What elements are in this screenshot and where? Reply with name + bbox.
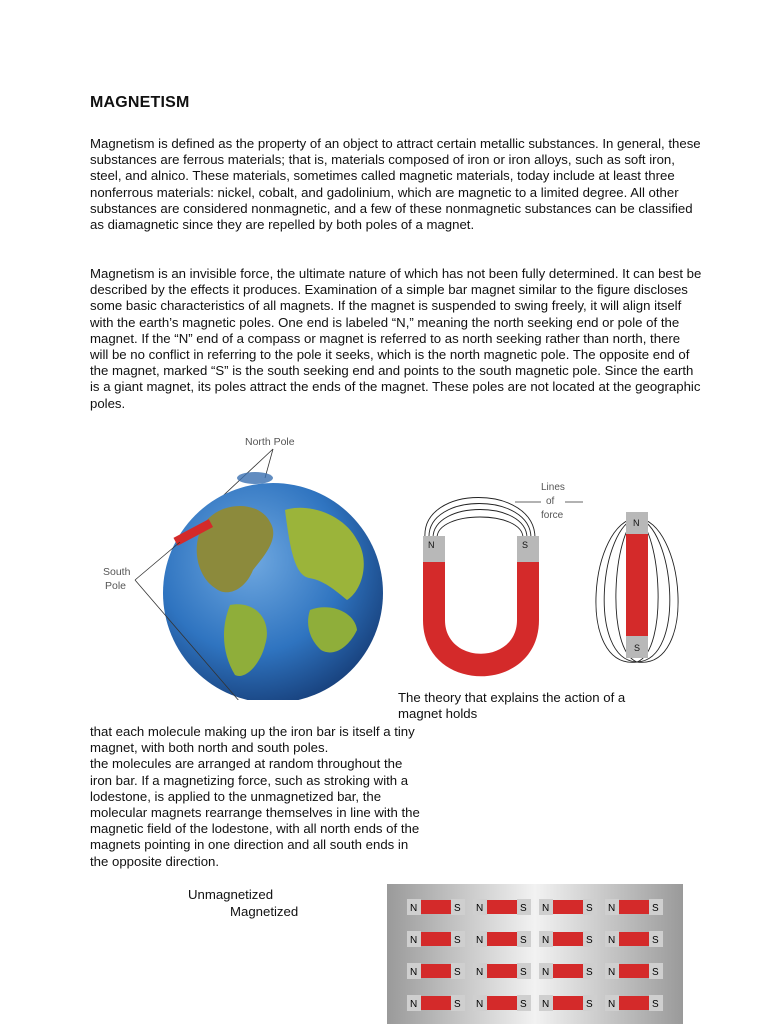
page-title: MAGNETISM	[90, 94, 190, 111]
molecule-magnet	[539, 963, 597, 979]
paragraph-bar-magnet: Magnetism is an invisible force, the ultimate nature of which has not been fully determined. It can best be described by the effects it produces. Examination of a simple bar magnet similar to the figure discloses some basic characteristics of all magnets. If the magnet is suspended to swing freely, it will align itself with the earth’s magnetic poles. One end is labeled “N,” meaning the north seeking end or pole of the magnet. If the “N” end of a compass or magnet is referred to as north seeking rather than north, there will be no conflict in referring to the pole it seeks, which is the north magnetic pole. The opposite end of the magnet, marked “S” is the south seeking end and points to the south magnetic pole. Since the earth is a giant magnet, its poles attract the ends of the magnet. These poles are not located at the geographic poles.	[90, 266, 702, 411]
molecule-magnet	[473, 931, 531, 947]
molecular-theory-sentence-2: the molecules are arranged at random throughout the iron bar. If a magnetizing force, such as stroking with a lodestone, is applied to the unmagnetized bar, the molecular magnets rearrange themselves in line with the magnetic field of the lodestone, with all north ends of the magnets pointing in one direction and all south ends in the opposite direction.	[90, 756, 420, 869]
molecule-n-label: N	[608, 999, 616, 1010]
molecule-s-label: S	[520, 935, 527, 946]
molecule-s-label: S	[454, 999, 461, 1010]
magnet-field-figure	[415, 480, 705, 690]
molecule-magnet	[473, 995, 531, 1011]
molecule-s-label: S	[454, 903, 461, 914]
magnetized-label: Magnetized	[230, 904, 299, 919]
molecule-magnet	[407, 963, 465, 979]
figure-caption: The theory that explains the action of a magnet holds	[398, 690, 626, 722]
molecule-n-label: N	[608, 935, 616, 946]
molecule-n-label: N	[542, 935, 550, 946]
molecule-s-label: S	[652, 903, 659, 914]
lines-of-force-label-3: force	[541, 510, 564, 521]
south-pole-label-line1: South	[103, 566, 131, 578]
molecule-n-label: N	[410, 999, 418, 1010]
molecule-s-label: S	[520, 903, 527, 914]
unmagnetized-label: Unmagnetized	[188, 887, 274, 902]
molecule-s-label: S	[652, 999, 659, 1010]
molecule-magnet	[539, 995, 597, 1011]
molecule-s-label: S	[586, 903, 593, 914]
lines-of-force-label-1: Lines	[541, 482, 565, 493]
molecule-n-label: N	[608, 967, 616, 978]
molecule-s-label: S	[586, 999, 593, 1010]
molecule-s-label: S	[520, 967, 527, 978]
molecule-s-label: S	[652, 967, 659, 978]
molecule-n-label: N	[476, 967, 484, 978]
lines-of-force-label-2: of	[546, 496, 555, 507]
molecule-magnet	[473, 963, 531, 979]
horseshoe-n-label: N	[428, 540, 435, 550]
molecule-magnet	[407, 931, 465, 947]
molecule-n-label: N	[476, 935, 484, 946]
paragraph-definition: Magnetism is defined as the property of an object to attract certain metallic substances. In general, these substances are ferrous materials; that is, materials composed of iron or iron alloys, such as soft iron, steel, and alnico. These materials, sometimes called magnetic materials, today include at least three nonferrous materials: nickel, cobalt, and gadolinium, which are magnetic to a limited degree. All other substances are considered nonmagnetic, and a few of these nonmagnetic substances can be classified as diamagnetic since they are repelled by both poles of a magnet.	[90, 136, 701, 233]
molecular-theory-text	[90, 724, 425, 870]
molecular-magnets-figure	[387, 884, 683, 1024]
molecule-n-label: N	[542, 999, 550, 1010]
molecule-s-label: S	[652, 935, 659, 946]
molecule-s-label: S	[454, 967, 461, 978]
south-pole-label-line2: Pole	[105, 580, 127, 592]
molecule-magnet	[605, 995, 663, 1011]
molecule-s-label: S	[586, 935, 593, 946]
bar-n-label: N	[633, 518, 640, 528]
molecule-n-label: N	[542, 903, 550, 914]
molecule-n-label: N	[410, 967, 418, 978]
molecule-magnet	[539, 899, 597, 915]
molecule-n-label: N	[608, 903, 616, 914]
molecule-n-label: N	[476, 903, 484, 914]
molecule-s-label: S	[586, 967, 593, 978]
molecular-theory-sentence-1: that each molecule making up the iron bar is itself a tiny magnet, with both north and south poles.	[90, 724, 415, 756]
molecule-s-label: S	[520, 999, 527, 1010]
molecule-n-label: N	[476, 999, 484, 1010]
molecule-n-label: N	[410, 903, 418, 914]
molecule-magnet	[605, 963, 663, 979]
molecule-magnet	[605, 899, 663, 915]
globe-figure	[95, 430, 395, 700]
molecule-n-label: N	[542, 967, 550, 978]
north-pole-label: North Pole	[245, 436, 295, 448]
molecule-magnet	[605, 931, 663, 947]
molecule-magnet	[407, 899, 465, 915]
horseshoe-s-label: S	[522, 540, 529, 550]
bar-s-label: S	[634, 643, 641, 653]
molecule-magnet	[539, 931, 597, 947]
molecule-n-label: N	[410, 935, 418, 946]
molecule-s-label: S	[454, 935, 461, 946]
molecule-magnet	[407, 995, 465, 1011]
molecule-magnet	[473, 899, 531, 915]
